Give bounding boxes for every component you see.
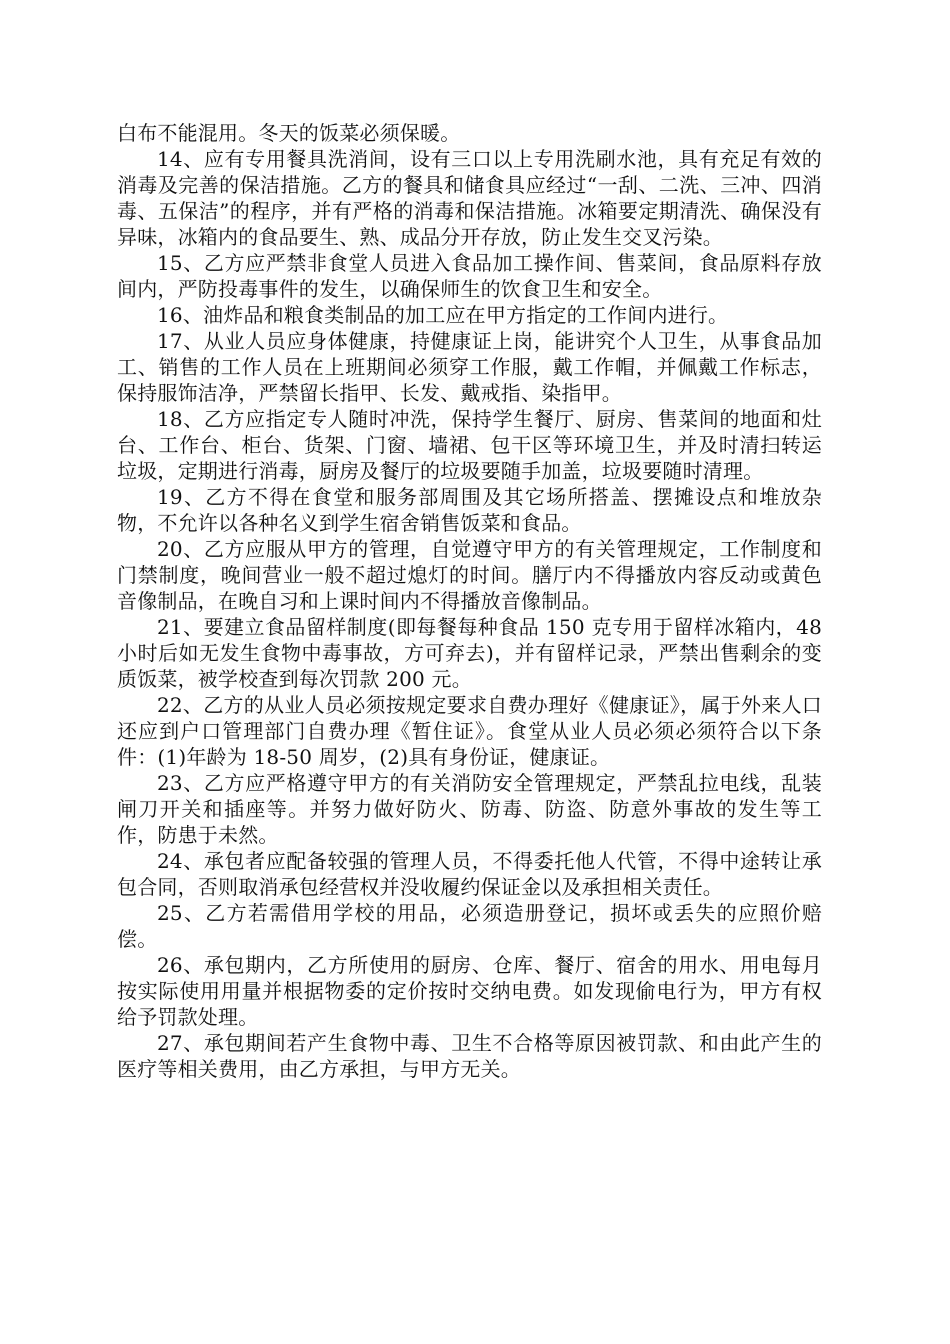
clause-26: 26、承包期内，乙方所使用的厨房、仓库、餐厅、宿舍的用水、用电每月按实际使用用量并根据物委的定价按时交纳电费。如发现偷电行为，甲方有权给予罚款处理。 <box>117 953 822 1029</box>
clause-16: 16、油炸品和粮食类制品的加工应在甲方指定的工作间内进行。 <box>157 303 729 327</box>
clause-23: 23、乙方应严格遵守甲方的有关消防安全管理规定，严禁乱拉电线，乱装闸刀开关和插座等。并努力做好防火、防毒、防盗、防意外事故的发生等工作，防患于未然。 <box>117 771 822 847</box>
clause-27: 27、承包期间若产生食物中毒、卫生不合格等原因被罚款、和由此产生的医疗等相关费用，由乙方承担，与甲方无关。 <box>117 1031 822 1081</box>
document-body <box>117 120 822 1082</box>
clause-14: 14、应有专用餐具洗消间，设有三口以上专用洗刷水池，具有充足有效的消毒及完善的保洁措施。乙方的餐具和储食具应经过“一刮、二洗、三冲、四消毒、五保洁”的程序，并有严格的消毒和保洁措施。冰箱要定期清洗、确保没有异味，冰箱内的食品要生、熟、成品分开存放，防止发生交叉污染。 <box>117 147 822 249</box>
clause-24: 24、承包者应配备较强的管理人员，不得委托他人代管，不得中途转让承包合同，否则取消承包经营权并没收履约保证金以及承担相关责任。 <box>117 849 822 899</box>
clause-25: 25、乙方若需借用学校的用品，必须造册登记，损坏或丢失的应照价赔偿。 <box>117 901 822 951</box>
clause-15: 15、乙方应严禁非食堂人员进入食品加工操作间、售菜间，食品原料存放间内，严防投毒事件的发生，以确保师生的饮食卫生和安全。 <box>117 251 822 301</box>
clause-21: 21、要建立食品留样制度(即每餐每种食品 150 克专用于留样冰箱内，48 小时后如无发生食物中毒事故，方可弃去)，并有留样记录，严禁出售剩余的变质饭菜，被学校查到每次罚款 200 元。 <box>117 615 822 691</box>
clause-19: 19、乙方不得在食堂和服务部周围及其它场所搭盖、摆摊设点和堆放杂物，不允许以各种名义到学生宿舍销售饭菜和食品。 <box>117 485 822 535</box>
clause-20: 20、乙方应服从甲方的管理，自觉遵守甲方的有关管理规定，工作制度和门禁制度，晚间营业一般不超过熄灯的时间。膳厅内不得播放内容反动或黄色音像制品，在晚自习和上课时间内不得播放音像制品。 <box>117 537 822 613</box>
clause-18: 18、乙方应指定专人随时冲洗，保持学生餐厅、厨房、售菜间的地面和灶台、工作台、柜台、货架、门窗、墙裙、包干区等环境卫生，并及时清扫转运垃圾，定期进行消毒，厨房及餐厅的垃圾要随手加盖，垃圾要随时清理。 <box>117 407 822 483</box>
clause-22: 22、乙方的从业人员必须按规定要求自费办理好《健康证》，属于外来人口还应到户口管理部门自费办理《暂住证》。食堂从业人员必须必须符合以下条件：(1)年龄为 18-50 周岁，(2)具有身份证，健康证。 <box>117 693 822 769</box>
paragraph-continuation: 白布不能混用。冬天的饭菜必须保暖。 <box>117 121 461 145</box>
clause-17: 17、从业人员应身体健康，持健康证上岗，能讲究个人卫生，从事食品加工、销售的工作人员在上班期间必须穿工作服，戴工作帽，并佩戴工作标志，保持服饰洁净，严禁留长指甲、长发、戴戒指、染指甲。 <box>117 329 822 405</box>
